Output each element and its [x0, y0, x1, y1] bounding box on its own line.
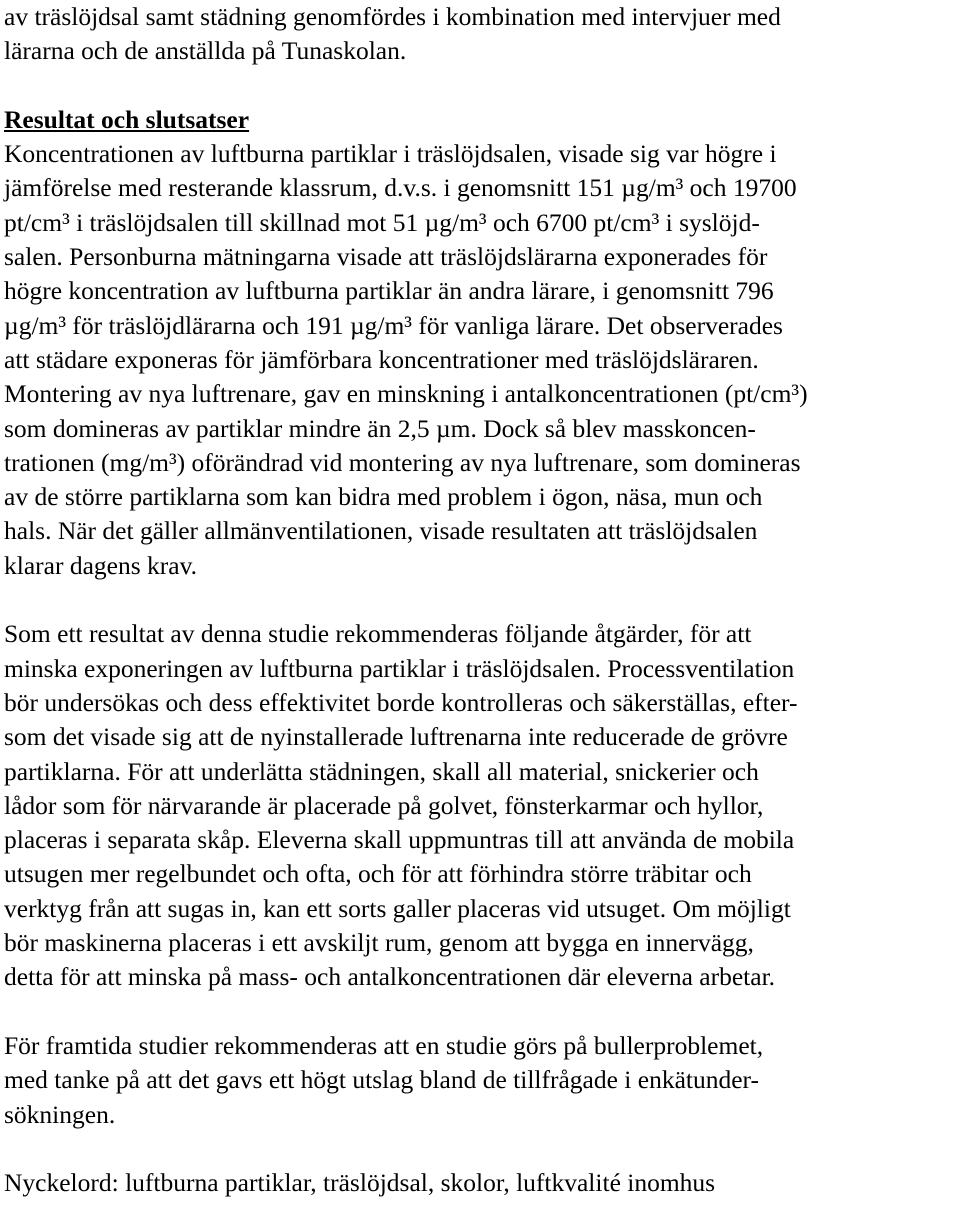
recommendations-line: detta för att minska på mass- och antalkoncentrationen där eleverna arbetar.	[4, 962, 776, 992]
recommendations-paragraph	[4, 617, 956, 994]
future-line: med tanke på att det gavs ett högt utslag bland de tillfrågade i enkätunder-	[4, 1065, 760, 1095]
intro-line: lärarna och de anställda på Tunaskolan.	[4, 36, 407, 66]
recommendations-line: bör maskinerna placeras i ett avskiljt rum, genom att bygga en innervägg,	[4, 928, 754, 958]
future-line: sökningen.	[4, 1099, 116, 1129]
recommendations-line: lådor som för närvarande är placerade på golvet, fönsterkarmar och hyllor,	[4, 790, 764, 820]
results-line: jämförelse med resterande klassrum, d.v.s. i genomsnitt 151 µg/m³ och 19700	[4, 173, 797, 203]
results-line: Koncentrationen av luftburna partiklar i träslöjdsalen, visade sig var högre i	[4, 139, 777, 169]
recommendations-line: partiklarna. För att underlätta städningen, skall all material, snickerier och	[4, 756, 759, 786]
results-line: salen. Personburna mätningarna visade att träslöjdslärarna exponerades för	[4, 242, 768, 272]
intro-line: av träslöjdsal samt städning genomfördes i kombination med intervjuer med	[4, 2, 781, 31]
results-line: högre koncentration av luftburna partiklar än andra lärare, i genomsnitt 796	[4, 276, 774, 306]
intro-paragraph	[4, 0, 956, 69]
results-line: pt/cm³ i träslöjdsalen till skillnad mot 51 µg/m³ och 6700 pt/cm³ i syslöjd-	[4, 207, 760, 237]
results-line: av de större partiklarna som kan bidra med problem i ögon, näsa, mun och	[4, 482, 763, 512]
recommendations-line: verktyg från att sugas in, kan ett sorts galler placeras vid utsuget. Om möjligt	[4, 893, 791, 923]
paragraph-spacer	[4, 1132, 956, 1166]
results-heading: Resultat och slutsatser	[4, 104, 250, 134]
results-line: trationen (mg/m³) oförändrad vid montering av nya luftrenare, som domineras	[4, 447, 801, 477]
results-line: som domineras av partiklar mindre än 2,5 µm. Dock så blev masskoncen-	[4, 413, 756, 443]
paragraph-spacer	[4, 69, 956, 103]
results-line: att städare exponeras för jämförbara koncentrationer med träslöjdsläraren.	[4, 344, 759, 374]
paragraph-spacer	[4, 995, 956, 1029]
keywords-paragraph	[4, 1166, 956, 1200]
document-page	[4, 0, 956, 1200]
recommendations-line: utsugen mer regelbundet och ofta, och för att förhindra större träbitar och	[4, 859, 752, 889]
paragraph-spacer	[4, 583, 956, 617]
results-section	[4, 103, 956, 583]
recommendations-line: placeras i separata skåp. Eleverna skall uppmuntras till att använda de mobila	[4, 825, 795, 855]
results-line: µg/m³ för träslöjdlärarna och 191 µg/m³ för vanliga lärare. Det observerades	[4, 310, 783, 340]
future-line: För framtida studier rekommenderas att en studie görs på bullerproblemet,	[4, 1030, 764, 1060]
results-line: Montering av nya luftrenare, gav en minskning i antalkoncentrationen (pt/cm³)	[4, 379, 808, 409]
recommendations-line: Som ett resultat av denna studie rekommenderas följande åtgärder, för att	[4, 619, 752, 649]
recommendations-line: som det visade sig att de nyinstallerade luftrenarna inte reducerade de grövre	[4, 722, 788, 752]
keywords-line: Nyckelord: luftburna partiklar, träslöjdsal, skolor, luftkvalité inomhus	[4, 1168, 716, 1198]
recommendations-line: minska exponeringen av luftburna partiklar i träslöjdsalen. Processventilation	[4, 653, 795, 683]
future-studies-paragraph	[4, 1029, 956, 1132]
results-line: hals. När det gäller allmänventilationen, visade resultaten att träslöjdsalen	[4, 516, 758, 546]
results-line: klarar dagens krav.	[4, 550, 198, 580]
recommendations-line: bör undersökas och dess effektivitet borde kontrolleras och säkerställas, efter-	[4, 687, 798, 717]
